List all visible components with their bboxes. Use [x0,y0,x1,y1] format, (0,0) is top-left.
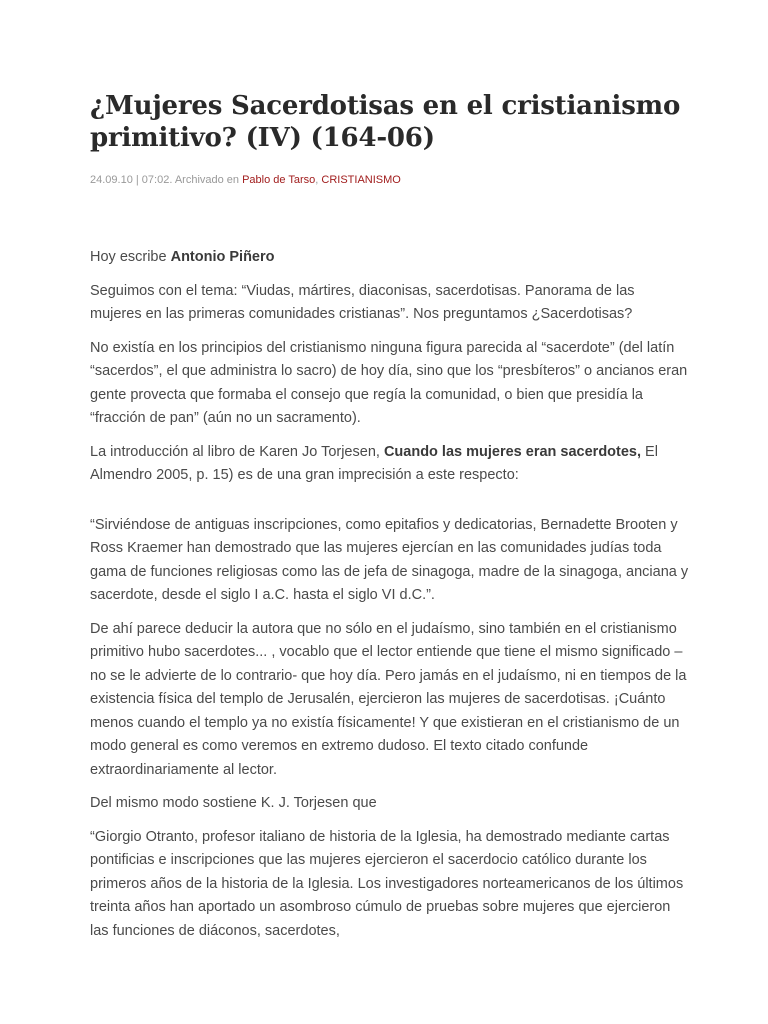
meta-date: 24.09.10 | 07:02. Archivado en [90,174,243,186]
article-title: ¿Mujeres Sacerdotisas en el cristianismo primitivo? (IV) (164-06) [90,91,681,153]
category-link-pablo-de-tarso[interactable]: Pablo de Tarso [242,174,316,186]
quote-brooten-kraemer: “Sirviéndose de antiguas inscripciones, como epitafios y dedicatorias, Bernadette Brooten y Ross Kraemer han demostrado que las mujeres ejercían en las comunidades judías toda gama de funciones religiosas como las de jefa de sinagoga, madre de la sinagoga, anciana y sacerdote, desde el siglo I a.C. hasta el siglo VI d.C.”. [90,516,689,603]
article [90,90,690,953]
author-name: Antonio Piñero [170,249,275,265]
book-title: Cuando las mujeres eran sacerdotes, [383,443,642,460]
paragraph-introduction: La introducción al libro de Karen Jo Torjesen, Cuando las mujeres eran sacerdotes, El Almendro 2005, p. 15) es de una gran imprecisión a este respecto: [90,443,658,483]
category-link-cristianismo[interactable]: CRISTIANISMO [321,174,401,186]
meta-separator: , [315,174,322,186]
paragraph-torjesen: Del mismo modo sostiene K. J. Torjesen que [90,795,377,811]
article-body [90,246,690,943]
paragraph-presbyters: No existía en los principios del cristianismo ninguna figura parecida al “sacerdote” (del latín “sacerdos”, el que administra lo sacro) de hoy día, sino que los “presbíteros” o ancianos eran gente provecta que formaba el consejo que regía la comunidad, o bien que presidía la “fracción de pan” (aún no un sacramento). [90,339,688,426]
paragraph-author: Hoy escribe Antonio Piñero [90,249,275,265]
article-meta [90,174,690,186]
quote-otranto: “Giorgio Otranto, profesor italiano de historia de la Iglesia, ha demostrado mediante cartas pontificias e inscripciones que las mujeres ejercieron el sacerdocio católico durante los primeros años de la historia de la Iglesia. Los investigadores norteamericanos de los últimos treinta años han aportado un asombroso cúmulo de pruebas sobre mujeres que ejercieron las funciones de diáconos, sacerdotes, [90,828,684,939]
paragraph-topic: Seguimos con el tema: “Viudas, mártires, diaconisas, sacerdotisas. Panorama de las mujeres en las primeras comunidades cristianas”. Nos preguntamos ¿Sacerdotisas? [90,282,635,322]
paragraph-commentary: De ahí parece deducir la autora que no sólo en el judaísmo, sino también en el cristianismo primitivo hubo sacerdotes... , vocablo que el lector entiende que tiene el mismo significado –no se le advierte de lo contrario- que hoy día. Pero jamás en el judaísmo, ni en tiempos de la existencia física del templo de Jerusalén, ejercieron las mujeres de sacerdotisas. ¡Cuánto menos cuando el templo ya no existía físicamente! Y que existieran en el cristianismo de un modo general es como veremos en extremo dudoso. El texto citado confunde extraordinariamente al lector. [90,620,687,778]
